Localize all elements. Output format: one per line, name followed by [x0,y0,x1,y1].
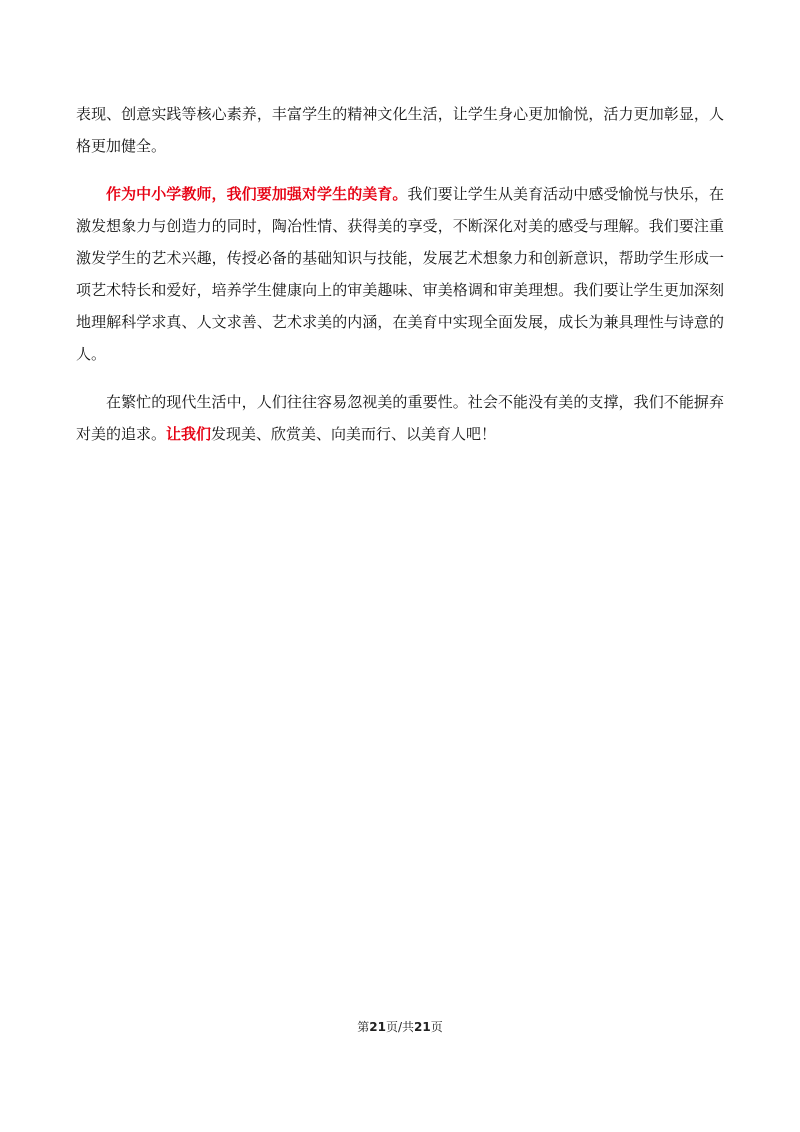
paragraph-2-text: 我们要让学生从美育活动中感受愉悦与快乐，在激发想象力与创造力的同时，陶冶性情、获得美的享受，不断深化对美的感受与理解。我们要注重激发学生的艺术兴趣，传授必备的基础知识与技能，发展艺术想象力和创新意识，帮助学生形成一项艺术特长和爱好，培养学生健康向上的审美趣味、审美格调和审美理想。我们要让学生更加深刻地理解科学求真、人文求善、艺术求美的内涵，在美育中实现全面发展，成长为兼具理性与诗意的人。 [76,185,724,363]
paragraph-2-highlight: 作为中小学教师，我们要加强对学生的美育。 [106,185,408,203]
footer-total-pages: 21 [414,1020,431,1034]
paragraph-3 [76,386,724,450]
paragraph-2 [76,178,724,370]
footer-middle: 页/共 [385,1020,415,1034]
footer-suffix: 页 [430,1020,443,1034]
paragraph-3-text-after: 发现美、欣赏美、向美而行、以美育人吧！ [211,425,497,443]
footer-page-number: 21 [369,1020,386,1034]
document-body [76,98,724,450]
paragraph-3-highlight: 让我们 [166,425,212,443]
paragraph-3-text-before: 在繁忙的现代生活中，人们往往容易忽视美的重要性。社会不能没有美的支撑，我们不能摒弃对美的追求。 [76,393,724,443]
page-footer [0,1018,800,1035]
paragraph-1 [76,98,724,162]
footer-prefix: 第 [357,1020,370,1034]
paragraph-1-text: 表现、创意实践等核心素养，丰富学生的精神文化生活，让学生身心更加愉悦，活力更加彰显，人格更加健全。 [76,105,724,155]
